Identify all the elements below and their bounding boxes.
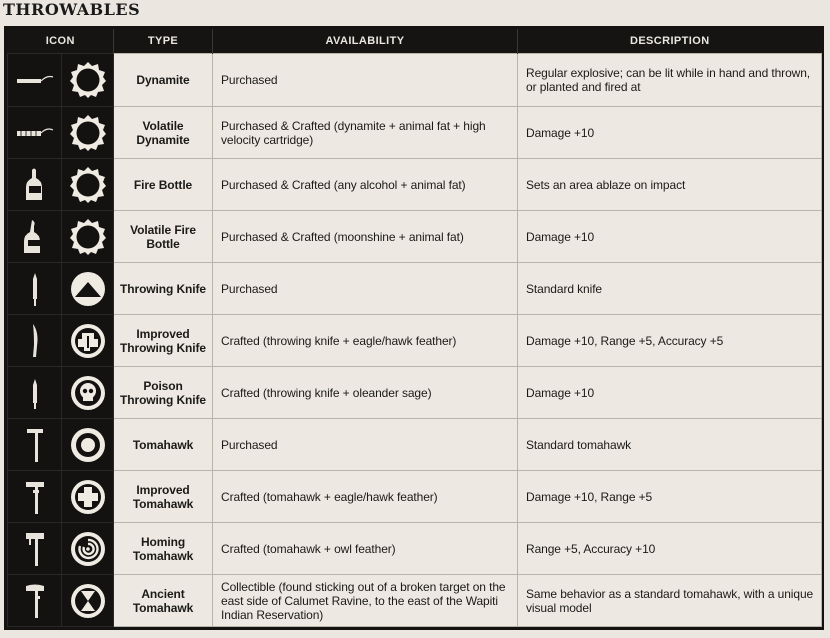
dynamite-stick-icon <box>8 70 61 90</box>
type-cell: Ancient Tomahawk <box>114 575 213 627</box>
description-cell: Sets an area ablaze on impact <box>518 159 822 211</box>
description-cell: Standard knife <box>518 263 822 315</box>
badge-icon-cell <box>62 159 114 211</box>
table-header-row <box>8 29 822 54</box>
table-row <box>8 54 822 107</box>
badge-icon-cell <box>62 523 114 575</box>
availability-cell: Crafted (throwing knife + eagle/hawk feather) <box>213 315 518 367</box>
feather-badge-icon <box>62 321 113 361</box>
table-row <box>8 107 822 159</box>
availability-cell: Purchased <box>213 263 518 315</box>
availability-cell: Purchased <box>213 419 518 471</box>
serrated-ring-icon <box>62 165 113 205</box>
availability-cell: Crafted (throwing knife + oleander sage) <box>213 367 518 419</box>
throwing-knife-icon <box>8 269 61 309</box>
fire-bottle-icon <box>8 166 61 204</box>
description-cell: Range +5, Accuracy +10 <box>518 523 822 575</box>
item-icon-cell <box>8 523 62 575</box>
header-icon: ICON <box>8 29 114 54</box>
availability-cell: Purchased & Crafted (dynamite + animal fat + high velocity cartridge) <box>213 107 518 159</box>
type-cell: Improved Throwing Knife <box>114 315 213 367</box>
table-row <box>8 159 822 211</box>
item-icon-cell <box>8 419 62 471</box>
badge-icon-cell <box>62 107 114 159</box>
type-cell: Volatile Fire Bottle <box>114 211 213 263</box>
availability-cell: Purchased & Crafted (any alcohol + animal fat) <box>213 159 518 211</box>
item-icon-cell <box>8 263 62 315</box>
serrated-ring-icon <box>62 113 113 153</box>
table-row <box>8 471 822 523</box>
volatile-dynamite-icon <box>8 123 61 143</box>
header-availability: AVAILABILITY <box>213 29 518 54</box>
item-icon-cell <box>8 367 62 419</box>
improved-tomahawk-icon <box>8 476 61 518</box>
header-description: DESCRIPTION <box>518 29 822 54</box>
throwables-table-frame <box>4 26 824 630</box>
skull-badge-icon <box>62 373 113 413</box>
description-cell: Same behavior as a standard tomahawk, with a unique visual model <box>518 575 822 627</box>
badge-icon-cell <box>62 367 114 419</box>
throwables-table <box>7 29 822 627</box>
spiral-badge-icon <box>62 529 113 569</box>
table-row <box>8 315 822 367</box>
item-icon-cell <box>8 575 62 627</box>
serrated-ring-icon <box>62 60 113 100</box>
availability-cell: Purchased <box>213 54 518 107</box>
type-cell: Volatile Dynamite <box>114 107 213 159</box>
type-cell: Tomahawk <box>114 419 213 471</box>
header-type: TYPE <box>114 29 213 54</box>
ancient-tomahawk-icon <box>8 580 61 622</box>
serrated-ring-icon <box>62 217 113 257</box>
availability-cell: Crafted (tomahawk + owl feather) <box>213 523 518 575</box>
poison-throwing-knife-icon <box>8 373 61 413</box>
table-row <box>8 211 822 263</box>
availability-cell: Crafted (tomahawk + eagle/hawk feather) <box>213 471 518 523</box>
description-cell: Damage +10 <box>518 211 822 263</box>
availability-cell: Purchased & Crafted (moonshine + animal fat) <box>213 211 518 263</box>
homing-tomahawk-icon <box>8 528 61 570</box>
improved-throwing-knife-icon <box>8 321 61 361</box>
type-cell: Fire Bottle <box>114 159 213 211</box>
type-cell: Throwing Knife <box>114 263 213 315</box>
description-cell: Damage +10, Range +5 <box>518 471 822 523</box>
badge-icon-cell <box>62 419 114 471</box>
description-cell: Damage +10, Range +5, Accuracy +5 <box>518 315 822 367</box>
dot-ring-icon <box>62 425 113 465</box>
cross-badge-icon <box>62 477 113 517</box>
table-body <box>8 54 822 627</box>
item-icon-cell <box>8 107 62 159</box>
item-icon-cell <box>8 159 62 211</box>
availability-cell: Collectible (found sticking out of a broken target on the east side of Calumet Ravine, to the east of the Wapiti Indian Reservation) <box>213 575 518 627</box>
description-cell: Standard tomahawk <box>518 419 822 471</box>
item-icon-cell <box>8 315 62 367</box>
item-icon-cell <box>8 211 62 263</box>
badge-icon-cell <box>62 315 114 367</box>
tomahawk-icon <box>8 424 61 466</box>
type-cell: Poison Throwing Knife <box>114 367 213 419</box>
item-icon-cell <box>8 54 62 107</box>
description-cell: Damage +10 <box>518 367 822 419</box>
badge-icon-cell <box>62 471 114 523</box>
description-cell: Damage +10 <box>518 107 822 159</box>
table-row <box>8 419 822 471</box>
table-row <box>8 523 822 575</box>
table-row <box>8 263 822 315</box>
item-icon-cell <box>8 471 62 523</box>
table-row <box>8 367 822 419</box>
type-cell: Dynamite <box>114 54 213 107</box>
page-title: THROWABLES <box>3 0 141 19</box>
badge-icon-cell <box>62 575 114 627</box>
badge-icon-cell <box>62 263 114 315</box>
peak-badge-icon <box>62 269 113 309</box>
volatile-fire-bottle-icon <box>8 218 61 256</box>
type-cell: Improved Tomahawk <box>114 471 213 523</box>
type-cell: Homing Tomahawk <box>114 523 213 575</box>
table-row <box>8 575 822 627</box>
description-cell: Regular explosive; can be lit while in hand and thrown, or planted and fired at <box>518 54 822 107</box>
hourglass-badge-icon <box>62 581 113 621</box>
badge-icon-cell <box>62 211 114 263</box>
badge-icon-cell <box>62 54 114 107</box>
